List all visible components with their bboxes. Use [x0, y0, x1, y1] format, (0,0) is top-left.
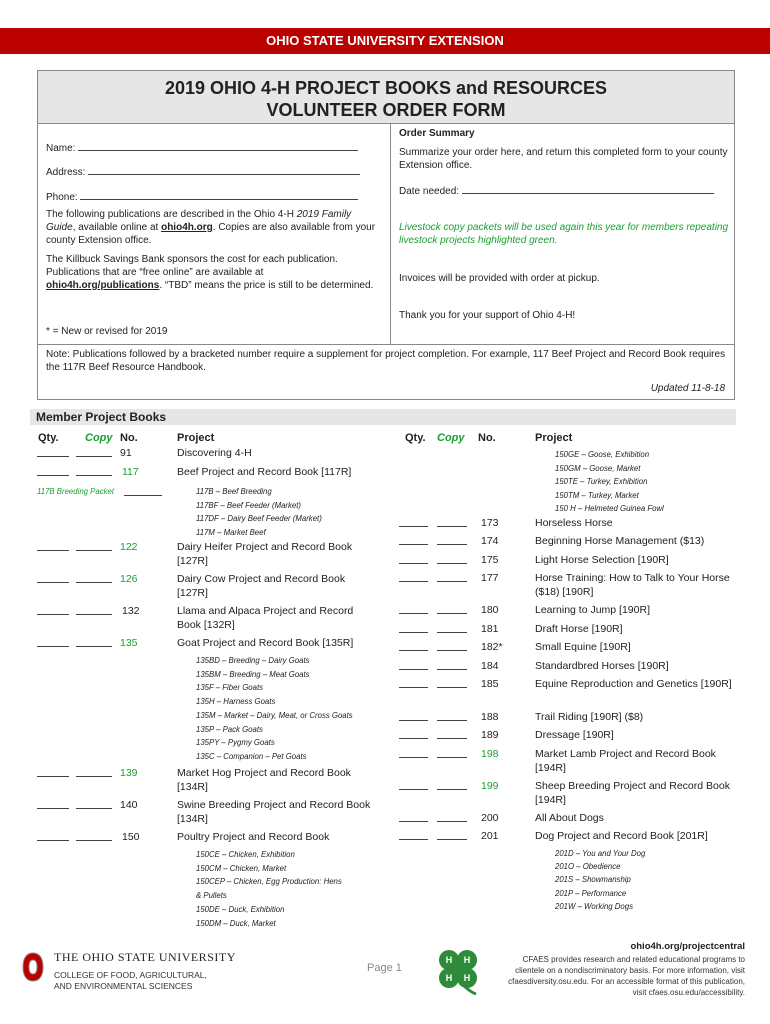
left-row-126-copy-blank[interactable]: [76, 574, 112, 583]
project-title: Horse Training: How to Talk to Your Horse ($18) [190R]: [535, 572, 730, 598]
goat-sub-item: 135BD – Breeding – Dairy Goats: [196, 656, 310, 665]
goat-sub-item: 135P – Pack Goats: [196, 724, 263, 734]
right-row-188-qty-blank[interactable]: [399, 712, 428, 721]
project-title: Market Lamb Project and Record Book [194R]: [535, 748, 716, 774]
right-row-173-qty-blank[interactable]: [399, 518, 428, 527]
header-qty-right: Qty.: [405, 432, 426, 444]
header-banner: OHIO STATE UNIVERSITY EXTENSION: [0, 28, 770, 54]
header-copy-right: Copy: [437, 432, 465, 444]
project-title: Dressage [190R]: [535, 729, 614, 741]
project-number: 122: [120, 541, 138, 553]
right-row-184-copy-blank[interactable]: [437, 661, 467, 670]
desc2-text-b: . “TBD” means the price is still to be determined.: [159, 280, 374, 291]
college-line-1: COLLEGE OF FOOD, AGRICULTURAL,: [54, 970, 207, 980]
left-row-122-qty-blank[interactable]: [37, 542, 69, 551]
right-row-201-qty-blank[interactable]: [399, 831, 428, 840]
phone-field[interactable]: [46, 190, 358, 204]
svg-text:H: H: [445, 955, 453, 965]
right-row-184-qty-blank[interactable]: [399, 661, 428, 670]
breeding-packet-blank[interactable]: [124, 487, 162, 496]
project-title: Discovering 4-H: [177, 447, 252, 459]
right-row-198-qty-blank[interactable]: [399, 749, 428, 758]
left-row-135-qty-blank[interactable]: [37, 638, 69, 647]
beef-sub-item: 117M – Market Beef: [196, 528, 266, 538]
osu-block-o-icon: [22, 952, 44, 982]
right-row-175-copy-blank[interactable]: [437, 555, 467, 564]
family-guide-title: 2019 Family Guide: [46, 209, 352, 233]
project-number: 181: [481, 623, 499, 635]
right-row-177-qty-blank[interactable]: [399, 573, 428, 582]
project-title: Equine Reproduction and Genetics [190R]: [535, 678, 732, 690]
left-row-132-qty-blank[interactable]: [37, 606, 69, 615]
row-divider: [38, 344, 734, 345]
sponsor-description: [46, 253, 376, 292]
right-row-200-copy-blank[interactable]: [437, 813, 467, 822]
right-row-174-copy-blank[interactable]: [437, 536, 467, 545]
address-line[interactable]: [88, 165, 360, 175]
project-title: Horseless Horse: [535, 517, 613, 529]
breeding-packet-field[interactable]: 117B Breeding Packet: [37, 487, 115, 496]
college-name: [54, 970, 207, 992]
fowl-sub-item: 150GE – Goose, Exhibition: [555, 450, 650, 459]
beef-sub-item: 117B – Beef Breeding: [196, 487, 272, 496]
publications-link[interactable]: ohio4h.org/publications: [46, 280, 160, 291]
date-needed-label: Date needed:: [399, 186, 460, 197]
project-title: Light Horse Selection [190R]: [535, 554, 669, 566]
right-row-185-qty-blank[interactable]: [399, 679, 428, 688]
project-number: 188: [481, 711, 499, 723]
desc1-text: The following publications are described in the Ohio 4-H: [46, 209, 297, 220]
project-central-link[interactable]: ohio4h.org/projectcentral: [630, 941, 745, 952]
goat-sub-item: 135PY – Pygmy Goats: [196, 738, 275, 748]
goat-sub-item: 135F – Fiber Goats: [196, 683, 264, 693]
project-number: 173: [481, 517, 499, 529]
form-title: [38, 71, 734, 124]
beef-sub-item: 117BF – Beef Feeder (Market): [196, 500, 302, 510]
project-title: Learning to Jump [190R]: [535, 604, 650, 616]
desc2-text: The Killbuck Savings Bank sponsors the cost for each publication. Publications that are “free online” are available at: [46, 254, 338, 278]
right-row-199-qty-blank[interactable]: [399, 781, 428, 790]
date-needed-field[interactable]: [399, 184, 729, 198]
goat-sub-item: 135H – Harness Goats: [196, 697, 276, 707]
right-row-198-copy-blank[interactable]: [437, 749, 467, 758]
cfaes-line-2: clientele on a nondiscriminatory basis. For more information, visit: [515, 966, 745, 975]
desc1-text-b: , available online at: [72, 222, 162, 233]
right-row-185-copy-blank[interactable]: [437, 679, 467, 688]
right-row-177-copy-blank[interactable]: [437, 573, 467, 582]
project-title: Beef Project and Record Book [117R]: [177, 466, 352, 478]
poultry-sub-item: 150DE – Duck, Exhibition: [196, 904, 285, 914]
left-row-150-qty-blank[interactable]: [37, 832, 69, 841]
left-row-91-copy-blank[interactable]: [76, 448, 112, 457]
fowl-sub-item: 150TM – Turkey, Market: [555, 490, 639, 500]
project-number: 135: [120, 637, 138, 649]
ohio4h-link[interactable]: ohio4h.org: [161, 222, 213, 233]
order-summary-text: Summarize your order here, and return this completed form to your county Extension office.: [399, 147, 728, 171]
address-field[interactable]: [46, 165, 360, 179]
right-row-180-qty-blank[interactable]: [399, 605, 428, 614]
right-row-189-copy-blank[interactable]: [437, 730, 467, 739]
project-number: 180: [481, 604, 499, 616]
project-title: Dog Project and Record Book [201R]: [535, 830, 708, 842]
column-divider: [390, 124, 391, 344]
project-title: Dairy Heifer Project and Record Book [127R]: [177, 541, 353, 567]
right-row-182-copy-blank[interactable]: [437, 642, 467, 651]
project-title: Small Equine [190R]: [535, 641, 631, 653]
goat-sub-item: 135C – Companion – Pet Goats: [196, 751, 307, 761]
project-number: 184: [481, 660, 499, 672]
project-number: 140: [120, 799, 138, 811]
svg-text:H: H: [463, 955, 471, 965]
osu-wordmark: THE OHIO STATE UNIVERSITY: [54, 950, 236, 964]
project-number: 150: [122, 831, 140, 843]
project-title: Poultry Project and Record Book: [177, 831, 330, 843]
goat-sub-item: 135BM – Breeding – Meat Goats: [196, 669, 310, 679]
left-row-135-copy-blank[interactable]: [76, 638, 112, 647]
project-title: Goat Project and Record Book [135R]: [177, 637, 354, 649]
poultry-sub-item: & Pullets: [196, 891, 227, 901]
poultry-sub-item: 150DM – Duck, Market: [196, 918, 276, 928]
project-title: Swine Breeding Project and Record Book [134R]: [177, 799, 371, 825]
project-number: 201: [481, 830, 499, 842]
project-number: 200: [481, 812, 499, 824]
left-row-140-copy-blank[interactable]: [76, 800, 112, 809]
left-row-117-qty-blank[interactable]: [37, 467, 69, 476]
page-number: Page 1: [367, 962, 402, 974]
header-no-left: No.: [120, 432, 138, 444]
header-copy-left: Copy: [85, 432, 113, 444]
project-number: 117: [122, 466, 139, 478]
phone-line[interactable]: [80, 190, 358, 200]
left-row-117-copy-blank[interactable]: [76, 467, 112, 476]
poultry-sub-item: 150CM – Chicken, Market: [196, 863, 287, 873]
section-title: Member Project Books: [30, 409, 736, 425]
right-row-181-qty-blank[interactable]: [399, 624, 428, 633]
name-line[interactable]: [78, 141, 358, 151]
dog-sub-item: 201P – Performance: [555, 888, 627, 898]
phone-label: Phone:: [46, 192, 78, 203]
left-row-139-copy-blank[interactable]: [76, 768, 112, 777]
right-row-188-copy-blank[interactable]: [437, 712, 467, 721]
fowl-sub-item: 150TE – Turkey, Exhibition: [555, 477, 648, 487]
name-label: Name:: [46, 143, 76, 154]
right-row-181-copy-blank[interactable]: [437, 624, 467, 633]
project-number: 177: [481, 572, 499, 584]
right-row-173-copy-blank[interactable]: [437, 518, 467, 527]
invoices-note: Invoices will be provided with order at pickup.: [399, 273, 600, 284]
fowl-sub-item: 150GM – Goose, Market: [555, 463, 641, 473]
cfaes-line-1: CFAES provides research and related educational programs to: [522, 955, 745, 964]
project-number: 132: [122, 605, 140, 617]
project-number: 91: [120, 447, 132, 459]
project-title: Llama and Alpaca Project and Record Book [132R]: [177, 605, 354, 631]
project-number: 175: [481, 554, 499, 566]
fowl-sub-item: 150 H – Helmeted Guinea Fowl: [555, 504, 664, 514]
dog-sub-item: 201D – You and Your Dog: [555, 849, 646, 858]
left-row-132-copy-blank[interactable]: [76, 606, 112, 615]
cfaes-line-3: cfaesdiversity.osu.edu. For an accessible format of this publication,: [508, 977, 745, 986]
header-no-right: No.: [478, 432, 496, 444]
header-project-left: Project: [177, 432, 215, 444]
dog-sub-item: 201S – Showmanship: [555, 875, 631, 885]
svg-text:H: H: [463, 973, 471, 983]
right-row-180-copy-blank[interactable]: [437, 605, 467, 614]
livestock-note: Livestock copy packets will be used again this year for members repeating livestock projects highlighted green.: [399, 222, 729, 246]
project-number: 182*: [481, 641, 503, 653]
right-row-201-copy-blank[interactable]: [437, 831, 467, 840]
right-row-189-qty-blank[interactable]: [399, 730, 428, 739]
project-title: All About Dogs: [535, 812, 604, 824]
right-row-199-copy-blank[interactable]: [437, 781, 467, 790]
left-row-122-copy-blank[interactable]: [76, 542, 112, 551]
title-line-2: VOLUNTEER ORDER FORM: [266, 100, 506, 120]
publications-description: [46, 208, 376, 247]
project-number: 199: [481, 780, 499, 792]
beef-sub-item: 117DF – Dairy Beef Feeder (Market): [196, 514, 322, 524]
project-title: Sheep Breeding Project and Record Book [194R]: [535, 780, 730, 806]
project-number: 185: [481, 678, 499, 690]
project-number: 126: [120, 573, 138, 585]
poultry-sub-item: 150CEP – Chicken, Egg Production: Hens: [196, 877, 342, 887]
title-line-1: 2019 OHIO 4-H PROJECT BOOKS and RESOURCES: [164, 78, 608, 98]
college-line-2: AND ENVIRONMENTAL SCIENCES: [54, 981, 193, 991]
address-label: Address:: [46, 167, 86, 178]
thanks-note: Thank you for your support of Ohio 4-H!: [399, 310, 576, 321]
supplement-note: Note: Publications followed by a bracketed number require a supplement for project completion. For example, 117 Beef Project and Record Book requires the 117R Beef Resource Handbook.: [46, 349, 726, 373]
four-h-clover-icon: [432, 944, 484, 996]
left-row-139-qty-blank[interactable]: [37, 768, 69, 777]
footer-info: [485, 941, 745, 998]
project-title: Standardbred Horses [190R]: [535, 660, 669, 672]
cfaes-line-4: visit cfaes.osu.edu/accessibility.: [632, 988, 745, 997]
dog-sub-item: 201W – Working Dogs: [555, 901, 633, 911]
project-title: Trail Riding [190R] ($8): [535, 711, 644, 723]
project-title: Beginning Horse Management ($13): [535, 535, 705, 547]
svg-text:H: H: [445, 973, 453, 983]
updated-date: Updated 11-8-18: [650, 383, 725, 394]
project-title: Market Hog Project and Record Book [134R]: [177, 767, 351, 793]
project-number: 174: [481, 535, 499, 547]
order-summary-heading: Order Summary: [399, 128, 475, 139]
header-qty-left: Qty.: [38, 432, 59, 444]
right-row-182-qty-blank[interactable]: [399, 642, 428, 651]
order-form-box: [37, 70, 735, 400]
desc1-text-c: . Copies are also available from your county Extension office.: [46, 222, 376, 246]
project-number: 189: [481, 729, 499, 741]
goat-sub-item: 135M – Market – Dairy, Meat, or Cross Goats: [196, 710, 353, 720]
poultry-sub-item: 150CE – Chicken, Exhibition: [196, 850, 295, 859]
dog-sub-item: 201O – Obedience: [555, 862, 621, 872]
left-row-91-qty-blank[interactable]: [37, 448, 69, 457]
project-title: Draft Horse [190R]: [535, 623, 623, 635]
project-number: 139: [120, 767, 138, 779]
name-field[interactable]: [46, 141, 358, 155]
right-row-200-qty-blank[interactable]: [399, 813, 428, 822]
right-row-174-qty-blank[interactable]: [399, 536, 428, 545]
left-row-140-qty-blank[interactable]: [37, 800, 69, 809]
right-row-175-qty-blank[interactable]: [399, 555, 428, 564]
header-project-right: Project: [535, 432, 573, 444]
project-title: Dairy Cow Project and Record Book [127R]: [177, 573, 346, 599]
new-note: * = New or revised for 2019: [46, 326, 168, 337]
left-row-150-copy-blank[interactable]: [76, 832, 112, 841]
project-number: 198: [481, 748, 499, 760]
date-needed-line[interactable]: [462, 184, 714, 194]
left-row-126-qty-blank[interactable]: [37, 574, 69, 583]
